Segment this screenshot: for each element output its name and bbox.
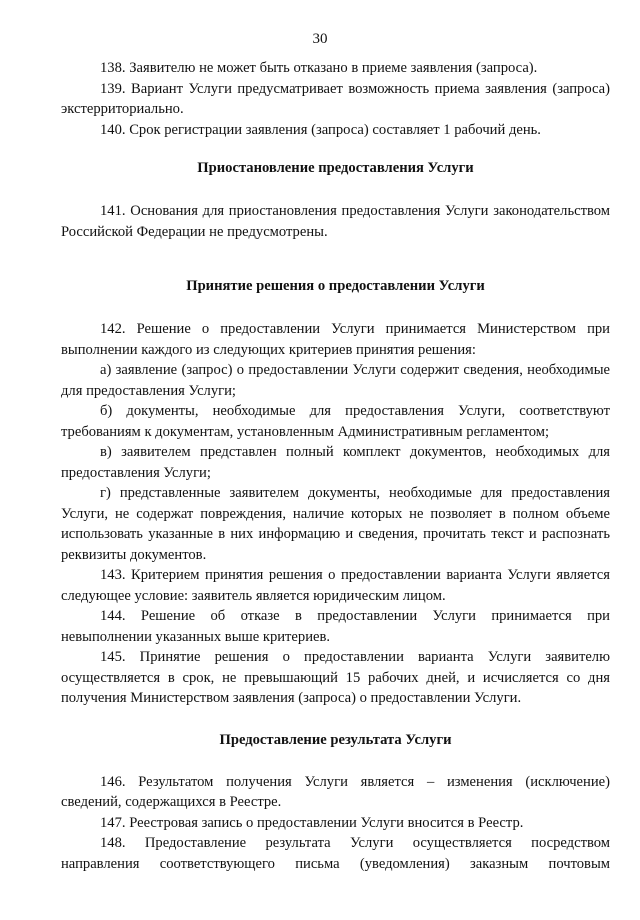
paragraph-148: 148. Предоставление результата Услуги осуществляется посредством направления соответствующего письма (уведомления) заказным почтовым: [61, 835, 614, 872]
section-heading-suspension: Приостановление предоставления Услуги: [197, 160, 474, 176]
criterion-b: б) документы, необходимые для предоставления Услуги, соответствуют требованиям к документам, установленным Административным регламентом;: [61, 403, 614, 440]
paragraph-142: 142. Решение о предоставлении Услуги принимается Министерством при выполнении каждого из следующих критериев принятия решения:: [61, 321, 614, 358]
paragraph-144: 144. Решение об отказе в предоставлении Услуги принимается при невыполнении указанных выше критериев.: [61, 608, 614, 645]
section-heading-decision: Принятие решения о предоставлении Услуги: [186, 278, 485, 294]
paragraph-146: 146. Результатом получения Услуги является – изменения (исключение) сведений, содержащихся в Реестре.: [61, 773, 614, 810]
paragraph-138: 138. Заявителю не может быть отказано в приеме заявления (запроса).: [100, 60, 538, 76]
criterion-c: в) заявителем представлен полный комплект документов, необходимых для предоставления Услуги;: [61, 444, 618, 481]
criterion-a: а) заявление (запрос) о предоставлении Услуги содержит сведения, необходимые для предоставления Услуги;: [61, 362, 614, 399]
paragraph-147: 147. Реестровая запись о предоставлении Услуги вносится в Реестр.: [100, 814, 524, 831]
paragraph-141: 141. Основания для приостановления предоставления Услуги законодательством Российской Федерации не предусмотрены.: [61, 203, 614, 240]
paragraph-145: 145. Принятие решения о предоставлении варианта Услуги заявителю осуществляется в срок, не превышающий 15 рабочих дней, и исчисляется со дня получения Министерством заявления (запроса) о предоставлении Услуги.: [61, 649, 614, 706]
criterion-d: г) представленные заявителем документы, необходимые для предоставления Услуги, не содержат повреждения, наличие которых не позволяет в полном объеме использовать указанные в них информацию и сведения, прочитать текст и распознать реквизиты документов.: [61, 485, 614, 563]
section-heading-result: Предоставление результата Услуги: [219, 731, 452, 748]
paragraph-140: 140. Срок регистрации заявления (запроса) составляет 1 рабочий день.: [100, 121, 541, 138]
page-content: [61, 58, 618, 874]
paragraph-139: 139. Вариант Услуги предусматривает возможность приема заявления (запроса) экстерриториально.: [61, 80, 614, 117]
page-number: 30: [312, 31, 328, 47]
paragraph-143: 143. Критерием принятия решения о предоставлении варианта Услуги является следующее условие: заявитель является юридическим лицом.: [61, 567, 614, 604]
